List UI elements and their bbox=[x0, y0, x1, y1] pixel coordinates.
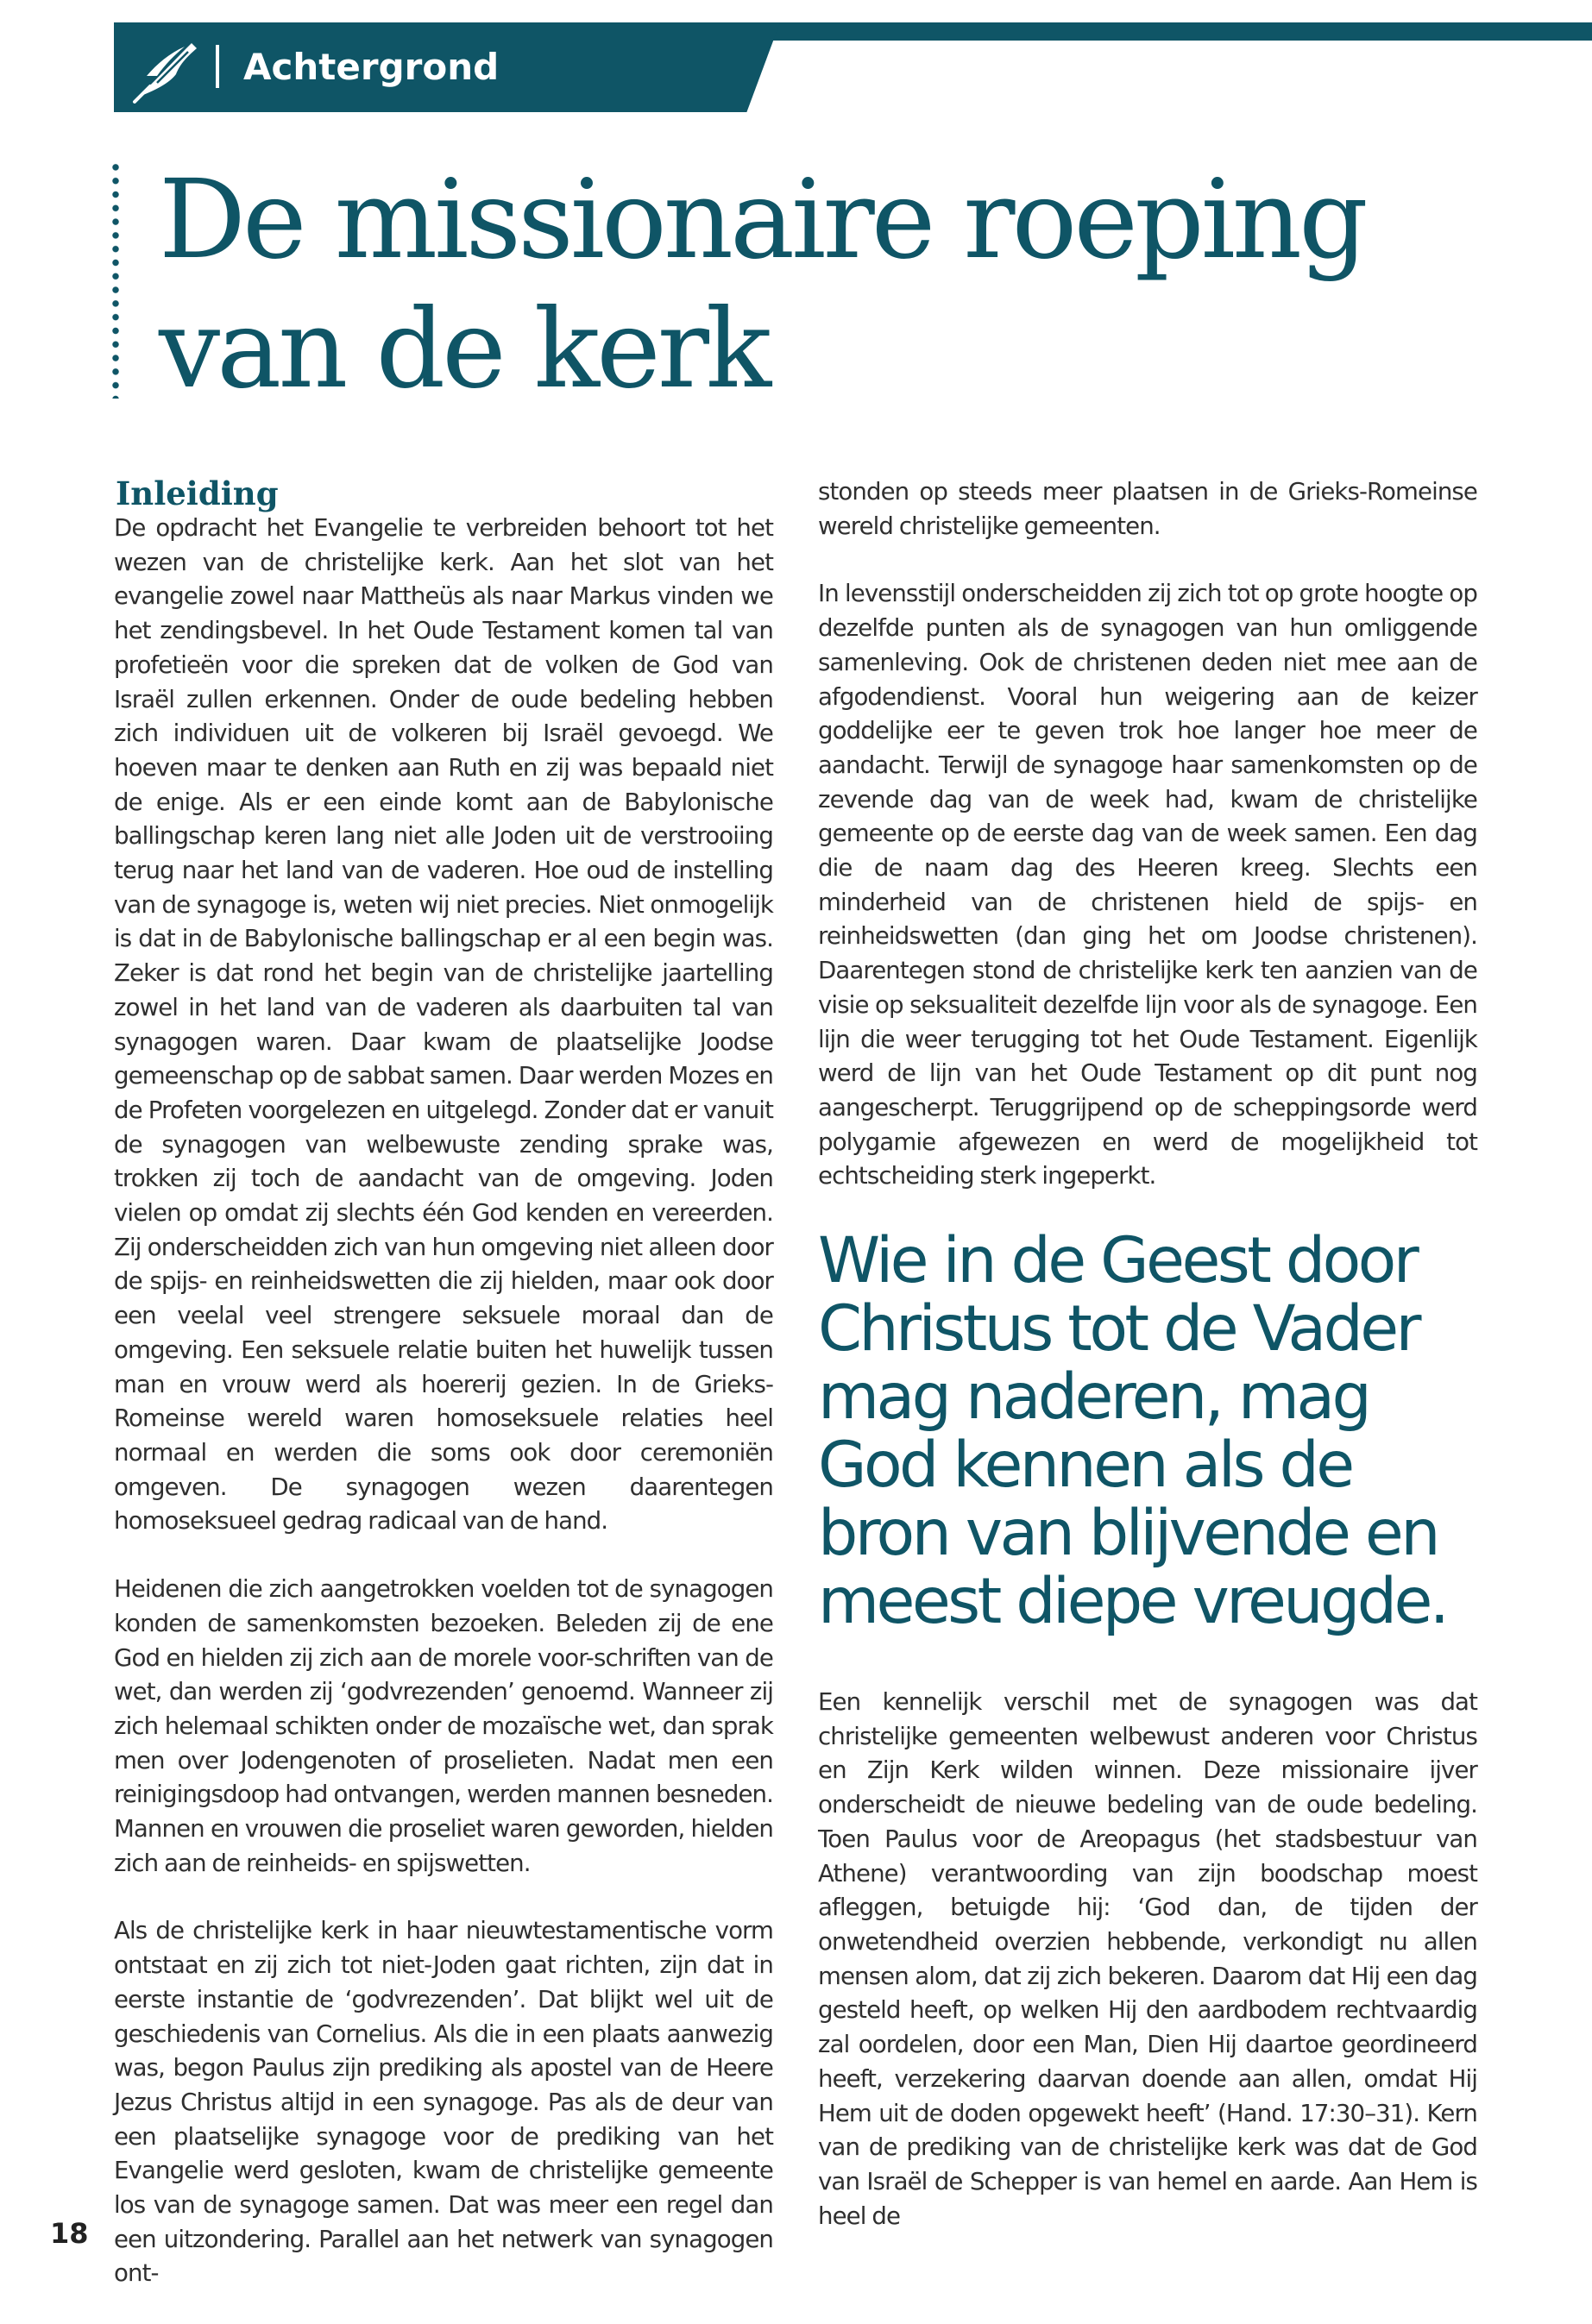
left-column bbox=[114, 474, 773, 2324]
title-line-2: van de kerk bbox=[159, 286, 769, 412]
paragraph: Heidenen die zich aangetrokken voelden tot de synagogen konden de samenkomsten bezoeken. Beleden zij de ene God en hielden zij zich aan de morele voor-schriften van de wet, dan werden zij ‘godvrezenden’ genoemd. Wanneer zij zich helemaal schikten onder de mozaïsche wet, dan sprak men over Jodengenoten of proselieten. Nadat men een reinigingsdoop had ontvangen, werden mannen besneden. Mannen en vrouwen die proseliet waren geworden, hielden zich aan de reinheids- en spijswetten. bbox=[114, 1574, 773, 1877]
banner-separator bbox=[216, 45, 219, 88]
pull-quote: Wie in de Geest door Christus tot de Vader mag naderen, mag God kennen als de bron van blijvende en meest diepe vreugde. bbox=[818, 1224, 1447, 1639]
dotted-rule bbox=[112, 160, 119, 399]
page-number: 18 bbox=[50, 2217, 89, 2250]
title-line-1: De missionaire roeping bbox=[159, 156, 1365, 283]
article-title bbox=[159, 155, 1365, 414]
paragraph: Een kennelijk verschil met de synagogen was dat christelijke gemeenten welbewust anderen voor Christus en Zijn Kerk wilden winnen. Deze missionaire ijver onderscheidt de nieuwe bedeling van de oude bedeling. Toen Paulus voor de Areopagus (het stadsbestuur van Athene) verantwoording van zijn boodschap moest afleggen, betuigde hij: ‘God dan, de tijden der onwetendheid overzien hebbende, verkondigt nu allen mensen alom, dat zij zich bekeren. Daarom dat Hij een dag gesteld heeft, op welken Hij den aardbodem rechtvaardig zal oordelen, door een Man, Dien Hij daartoe geordineerd heeft, verzekering daarvan doende aan allen, omdat Hij Hem uit de doden opgewekt heeft’ (Hand. 17:30–31). Kern van de prediking van de christelijke kerk was dat de God van Israël de Schepper is van hemel en aarde. Aan Hem is heel de bbox=[818, 1687, 1477, 2230]
intro-heading: Inleiding bbox=[116, 474, 279, 512]
paragraph: stonden op steeds meer plaatsen in de Grieks-Romeinse wereld christelijke gemeenten. bbox=[818, 477, 1477, 540]
section-label: Achtergrond bbox=[243, 46, 500, 88]
right-column bbox=[818, 474, 1477, 2266]
paragraph: De opdracht het Evangelie te verbreiden behoort tot het wezen van de christelijke kerk. Aan het slot van het evangelie zowel naar Mattheüs als naar Markus vinden we het zendingsbevel. In het Oude Testament komen tal van profetieën voor die spreken dat de volken de God van Israël zullen erkennen. Onder de oude bedeling hebben zich individuen uit de volkeren bij Israël gevoegd. We hoeven maar te denken aan Ruth en zij was bepaald niet de enige. Als er een einde komt aan de Babylonische ballingschap keren lang niet alle Joden uit de verstrooiing terug naar het land van de vaderen. Hoe oud de instelling van de synagoge is, weten wij niet precies. Niet onmogelijk is dat in de Babylonische ballingschap er al een begin was. Zeker is dat rond het begin van de christelijke jaartelling zowel in het land van de vaderen als daarbuiten tal van synagogen waren. Daar kwam de plaatselijke Joodse gemeenschap op de sabbat samen. Daar werden Mozes en de Profeten voorgelezen en uitgelegd. Zonder dat er vanuit de synagogen van welbewuste zending sprake was, trokken zij toch de aandacht van de omgeving. Joden vielen op omdat zij slechts één God kenden en vereerden. Zij onderscheidden zich van hun omgeving niet alleen door de spijs- en reinheidswetten die zij hielden, maar ook door een veelal veel strengere seksuele moraal dan de omgeving. Een seksuele relatie buiten het huwelijk tussen man en vrouw werd als hoererij gezien. In de Grieks-Romeinse wereld waren homoseksuele relaties heel normaal en werden die soms ook door ceremoniën omgeven. De synagogen wezen daarentegen homoseksueel gedrag radicaal van de hand. bbox=[114, 513, 773, 1536]
paragraph: In levensstijl onderscheidden zij zich tot op grote hoogte op dezelfde punten als de synagogen van hun omliggende samenleving. Ook de christenen deden niet mee aan de afgodendienst. Vooral hun weigering aan de keizer goddelijke eer te geven trok hoe langer hoe meer de aandacht. Terwijl de synagoge haar samenkomsten op de zevende dag van de week had, kwam de christelijke gemeente op de eerste dag van de week samen. Een dag die de naam dag des Heeren kreeg. Slechts een minderheid van de christenen hield de spijs- en reinheidswetten (dan ging het om Joodse christenen). Daarentegen stond de christelijke kerk ten aanzien van de visie op seksualiteit dezelfde lijn voor als de synagoge. Een lijn die weer terugging tot het Oude Testament. Eigenlijk werd de lijn van het Oude Testament op dit punt nog aangescherpt. Teruggrijpend op de scheppingsorde werd polygamie afgewezen en werd de mogelijkheid tot echtscheiding sterk ingeperkt. bbox=[818, 579, 1477, 1190]
quill-pen-icon bbox=[131, 38, 202, 104]
paragraph: Als de christelijke kerk in haar nieuwtestamentische vorm ontstaat en zij zich tot niet-Joden gaat richten, zijn dat in eerste instantie de ‘godvrezenden’. Dat blijkt wel uit de geschiedenis van Cornelius. Als die in een plaats aanwezig was, begon Paulus zijn prediking als apostel van de Heere Jezus Christus altijd in een synagoge. Pas als de deur van een plaatselijke synagoge voor de prediking van het Evangelie werd gesloten, kwam de christelijke gemeente los van de synagoge samen. Dat was meer een regel dan een uitzondering. Parallel aan het netwerk van synagogen ont- bbox=[114, 1916, 773, 2288]
